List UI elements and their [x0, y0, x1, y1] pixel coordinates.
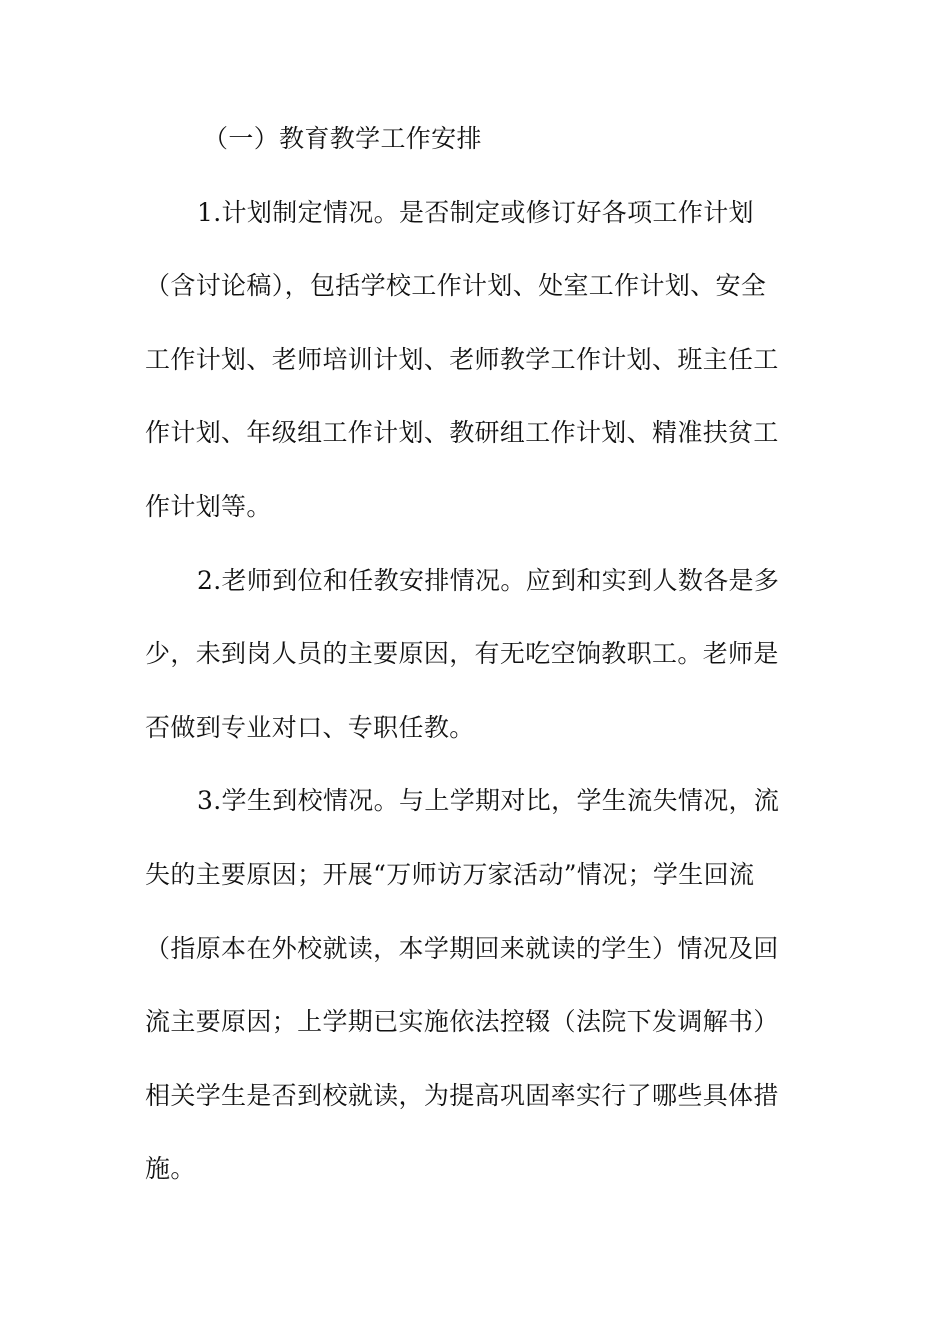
- paragraph-line: 作计划等。: [145, 491, 272, 521]
- paragraph-line: 失的主要原因；开展“万师访万家活动”情况；学生回流: [145, 859, 755, 889]
- paragraph-line: 3.学生到校情况。与上学期对比，学生流失情况，流: [197, 786, 780, 816]
- paragraph-line: 1.计划制定情况。是否制定或修订好各项工作计划: [197, 197, 754, 227]
- paragraph-line: 作计划、年级组工作计划、教研组工作计划、精准扶贫工: [145, 418, 779, 448]
- paragraph-teachers: [145, 565, 807, 789]
- paragraph-line: （含讨论稿），包括学校工作计划、处室工作计划、安全: [145, 271, 767, 301]
- paragraph-line: （指原本在外校就读，本学期回来就读的学生）情况及回: [145, 933, 779, 963]
- paragraph-line: 少，未到岗人员的主要原因，有无吃空饷教职工。老师是: [145, 639, 779, 669]
- paragraph-plan: [145, 197, 807, 568]
- paragraph-students: [145, 788, 807, 1230]
- paragraph-line: 施。: [145, 1154, 196, 1184]
- paragraph-line: 工作计划、老师培训计划、老师教学工作计划、班主任工: [145, 344, 779, 374]
- paragraph-line: 否做到专业对口、专职任教。: [145, 712, 475, 742]
- paragraph-line: 流主要原因；上学期已实施依法控辍（法院下发调解书）: [145, 1007, 779, 1037]
- paragraph-line: 相关学生是否到校就读，为提高巩固率实行了哪些具体措: [145, 1080, 779, 1110]
- paragraph-line: 2.老师到位和任教安排情况。应到和实到人数各是多: [197, 565, 780, 595]
- section-heading: （一）教育教学工作安排: [203, 124, 482, 153]
- document-body: [145, 126, 807, 1230]
